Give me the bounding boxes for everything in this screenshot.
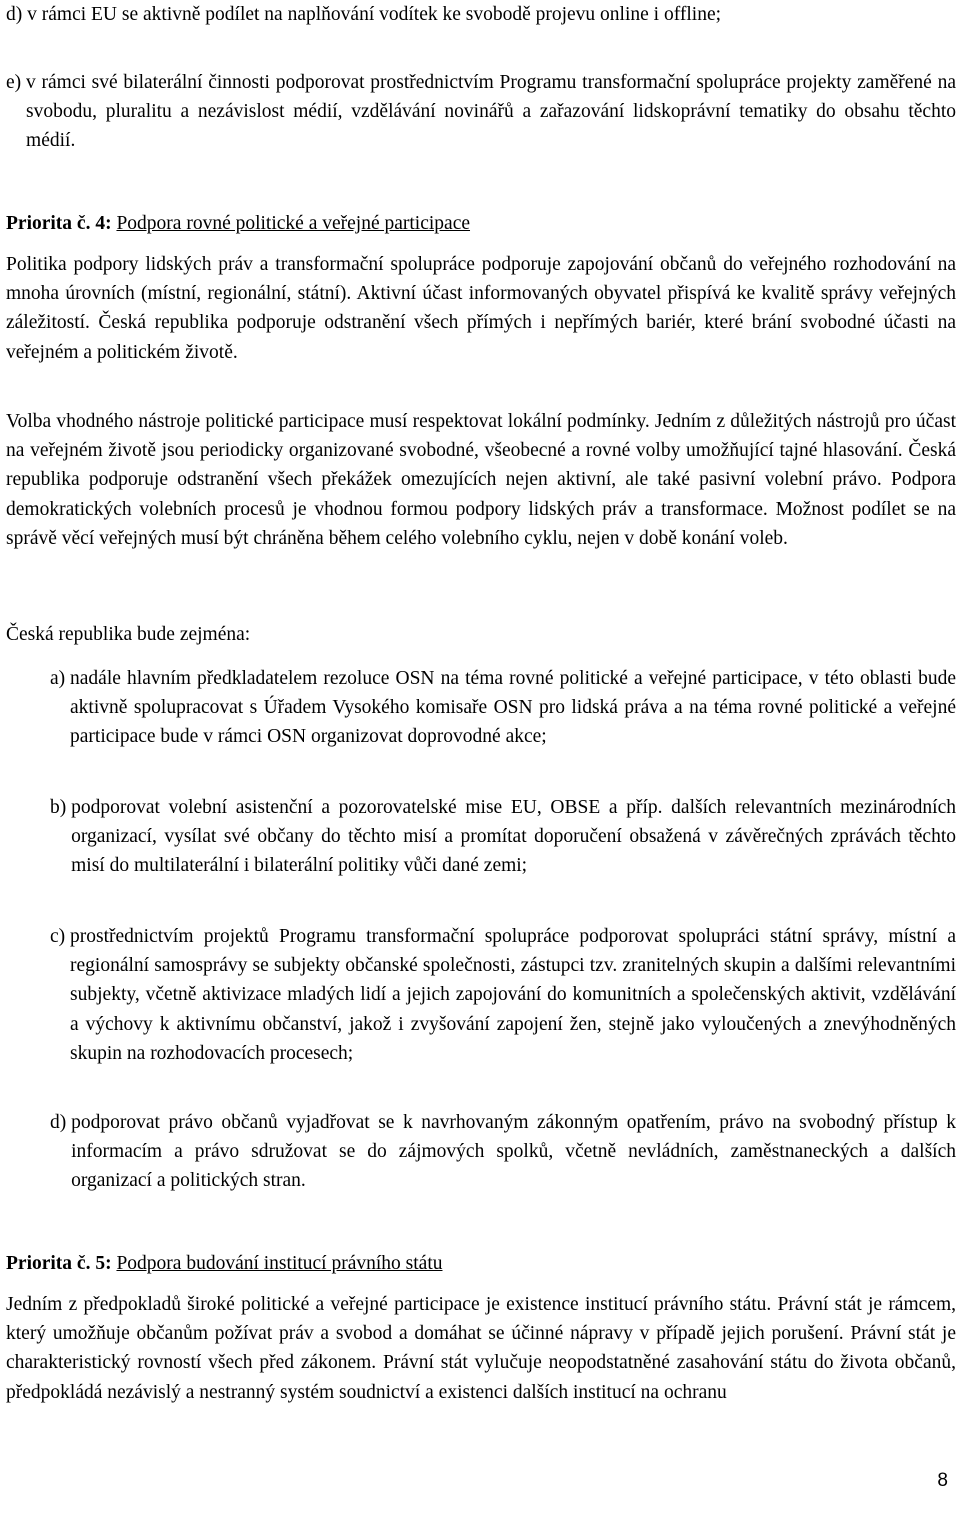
list-item-b: [50, 793, 956, 881]
priority-4-paragraph-2: Volba vhodného nástroje politické participace musí respektovat lokální podmínky. Jedním z důležitých nástrojů pro účast na veřejném životě jsou periodicky organizované svobodné, všeobecné a rovné volby umožňující tajné hlasování. Česká republika podporuje odstranění všech překážek omezujících nejen aktivní, ale také pasivní volební právo. Podpora demokratických volebních procesů je vhodnou formou podpory lidských práv a transformace. Možnost podílet se na správě věcí veřejných musí být chráněna během celého volebního cyklu, nejen v době konání voleb.: [6, 411, 956, 549]
list-label: a): [50, 668, 71, 689]
priority-4-paragraph-1: Politika podpory lidských práv a transformační spolupráce podporuje zapojování občanů do veřejného rozhodování na mnoha úrovních (místní, regionální, státní). Aktivní účast informovaných obyvatel přispívá ke kvalitě správy veřejných záležitostí. Česká republika podporuje odstranění všech přímých i nepřímých bariér, které brání svobodné účasti na veřejném a politickém životě.: [6, 254, 956, 363]
priority-5-title: Podpora budování institucí právního státu: [116, 1253, 443, 1274]
list-item-d-rights: [50, 1108, 956, 1196]
list-label: d): [6, 4, 28, 25]
list-text: v rámci EU se aktivně podílet na naplňování vodítek ke svobodě projevu online i offline;: [27, 4, 722, 25]
list-label: b): [50, 797, 72, 818]
list-text: v rámci své bilaterální činnosti podporovat prostřednictvím Programu transformační spolupráce projekty zaměřené na svobodu, pluralitu a nezávislost médií, vzdělávání novinářů a zařazování lidskoprávní tematiky do obsahu těchto médií.: [26, 72, 956, 152]
list-text: prostřednictvím projektů Programu transformační spolupráce podporovat spolupráci státní správy, místní a regionální samosprávy se subjekty občanské společnosti, zástupci tzv. zranitelných skupin a dalšími relevantními subjekty, včetně aktivizace mladých lidí a jejich zapojování do komunitních a společenských aktivit, vzdělávání a výchovy k aktivnímu občanství, jakož i zvyšování zapojení žen, stejně jako vyloučených a znevýhodněných skupin na rozhodovacích procesech;: [70, 926, 956, 1064]
list-item-a: [50, 664, 956, 752]
list-item-e-bilateral: [6, 68, 956, 156]
list-label: e): [6, 72, 27, 93]
priority-4-title: Podpora rovné politické a veřejné participace: [116, 213, 471, 234]
list-label: d): [50, 1112, 72, 1133]
priority-4-heading: [6, 209, 956, 238]
priority-5-prefix: Priorita č. 5:: [6, 1253, 112, 1274]
priority-4-prefix: Priorita č. 4:: [6, 213, 112, 234]
list-item-c: [50, 922, 956, 1068]
priority-5-paragraph-1: Jedním z předpokladů široké politické a veřejné participace je existence institucí právního státu. Právní stát je rámcem, který umožňuje občanům požívat práv a svobod a domáhat se účinné nápravy v případě jejich porušení. Právní stát je charakteristický rovností všech před zákonem. Právní stát vylučuje neopodstatněné zasahování státu do života občanů, předpokládá nezávislý a nestranný systém soudnictví a existenci dalších institucí na ochranu: [6, 1294, 956, 1403]
list-text: podporovat volební asistenční a pozorovatelské mise EU, OBSE a příp. dalších relevantních mezinárodních organizací, vysílat své občany do těchto misí a promítat doporučení obsažená v závěrečných zprávách těchto misí do multilaterální i bilaterální politiky vůči dané zemi;: [71, 797, 956, 877]
list-label: c): [50, 926, 71, 947]
priority-5-heading: [6, 1249, 956, 1278]
list-text: podporovat právo občanů vyjadřovat se k navrhovaným zákonným opatřením, právo na svobodný přístup k informacím a právo sdružovat se do zájmových spolků, včetně nevládních, zaměstnaneckých a dalších organizací a politických stran.: [71, 1112, 956, 1192]
page-number: 8: [937, 1470, 948, 1491]
list-text: nadále hlavním předkladatelem rezoluce OSN na téma rovné politické a veřejné participace, v této oblasti bude aktivně spolupracovat s Úřadem Vysokého komisaře OSN pro lidská práva a na téma rovné politické a veřejné participace bude v rámci OSN organizovat doprovodné akce;: [70, 668, 956, 748]
list-item-d-eu: [6, 0, 956, 29]
priority-4-intro: Česká republika bude zejména:: [6, 624, 251, 645]
